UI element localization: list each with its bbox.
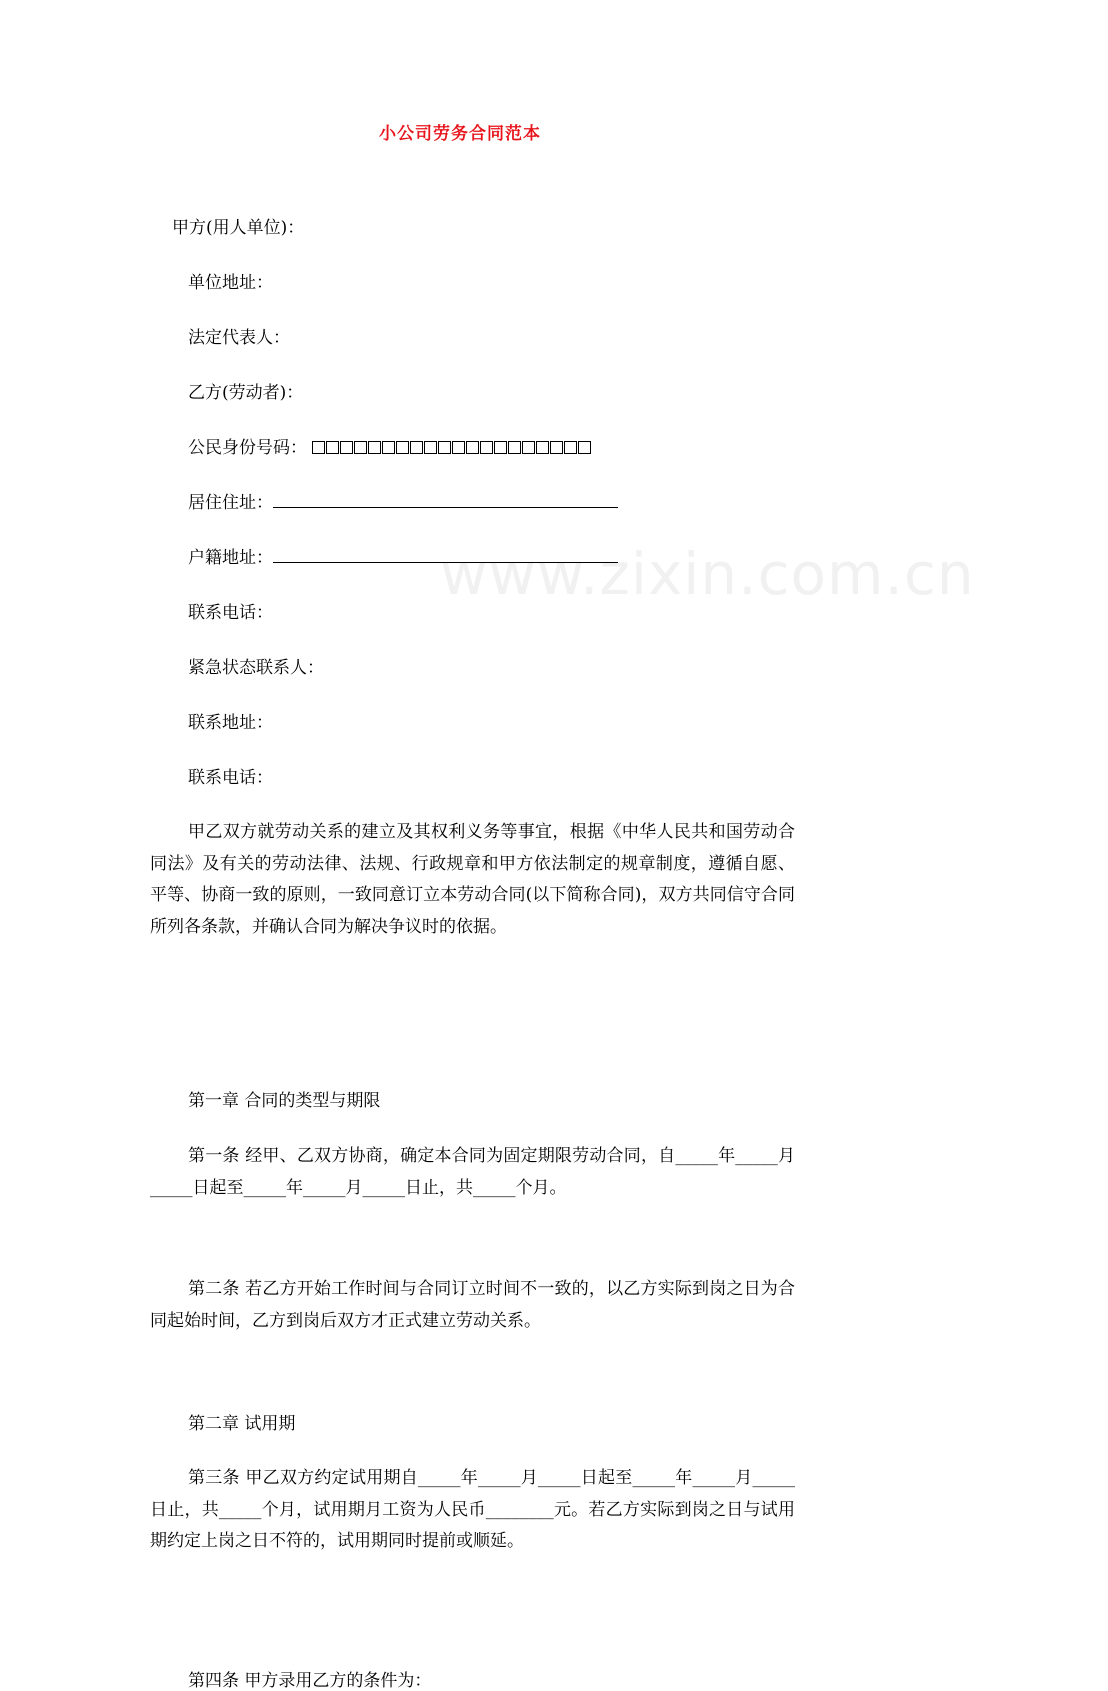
document-title: 小公司劳务合同范本 [379, 124, 541, 144]
field-contact-phone: 联系电话： [188, 768, 273, 788]
field-legal-rep: 法定代表人： [188, 328, 290, 348]
field-phone: 联系电话： [188, 603, 273, 623]
field-unit-address: 单位地址： [188, 273, 273, 293]
id-digit-box [550, 441, 563, 454]
id-digit-box [480, 441, 493, 454]
id-digit-box [354, 441, 367, 454]
field-household-label: 户籍地址： [188, 548, 273, 568]
field-party-b: 乙方(劳动者)： [188, 383, 304, 403]
id-digit-box [340, 441, 353, 454]
id-digit-box [382, 441, 395, 454]
id-digit-box [396, 441, 409, 454]
id-digit-box [494, 441, 507, 454]
field-party-a: 甲方(用人单位)： [172, 218, 305, 238]
id-digit-box [326, 441, 339, 454]
article-2: 第二条 若乙方开始工作时间与合同订立时间不一致的，以乙方实际到岗之日为合同起始时间，乙方到岗后双方才正式建立劳动关系。 [150, 1279, 795, 1331]
field-id-number-label: 公民身份号码： [188, 438, 307, 458]
field-household-row [188, 548, 1108, 568]
residence-blank-line [273, 493, 618, 508]
id-digit-box [466, 441, 479, 454]
field-emergency-contact: 紧急状态联系人： [188, 658, 324, 678]
article-4: 第四条 甲方录用乙方的条件为： [188, 1670, 432, 1691]
field-residence-row [188, 493, 1108, 513]
id-digit-box [424, 441, 437, 454]
id-digit-box [368, 441, 381, 454]
household-blank-line [273, 548, 618, 563]
id-digit-box [312, 441, 325, 454]
id-number-boxes [307, 438, 592, 458]
id-digit-box [522, 441, 535, 454]
id-digit-box [564, 441, 577, 454]
article-1: 第一条 经甲、乙双方协商，确定本合同为固定期限劳动合同，自_____年_____月_____日起至_____年_____月_____日止，共_____个月。 [150, 1146, 795, 1198]
id-digit-box [508, 441, 521, 454]
id-digit-box [452, 441, 465, 454]
chapter-1-heading: 第一章 合同的类型与期限 [188, 1091, 381, 1111]
field-residence-label: 居住住址： [188, 493, 273, 513]
watermark: www.zixin.com.cn [440, 540, 975, 608]
field-id-number-row [188, 438, 1108, 458]
field-contact-address: 联系地址： [188, 713, 273, 733]
id-digit-box [438, 441, 451, 454]
intro-paragraph: 甲乙双方就劳动关系的建立及其权利义务等事宜，根据《中华人民共和国劳动合同法》及有关的劳动法律、法规、行政规章和甲方依法制定的规章制度，遵循自愿、平等、协商一致的原则，一致同意订立本劳动合同(以下简称合同)，双方共同信守合同所列各条款，并确认合同为解决争议时的依据。 [150, 822, 795, 937]
chapter-2-heading: 第二章 试用期 [188, 1414, 296, 1434]
id-digit-box [410, 441, 423, 454]
id-digit-box [578, 441, 591, 454]
id-digit-box [536, 441, 549, 454]
article-3: 第三条 甲乙双方约定试用期自_____年_____月_____日起至_____年_____月_____日止，共_____个月，试用期月工资为人民币________元。若乙方实际到岗之日与试用期约定上岗之日不符的，试用期同时提前或顺延。 [150, 1468, 795, 1551]
